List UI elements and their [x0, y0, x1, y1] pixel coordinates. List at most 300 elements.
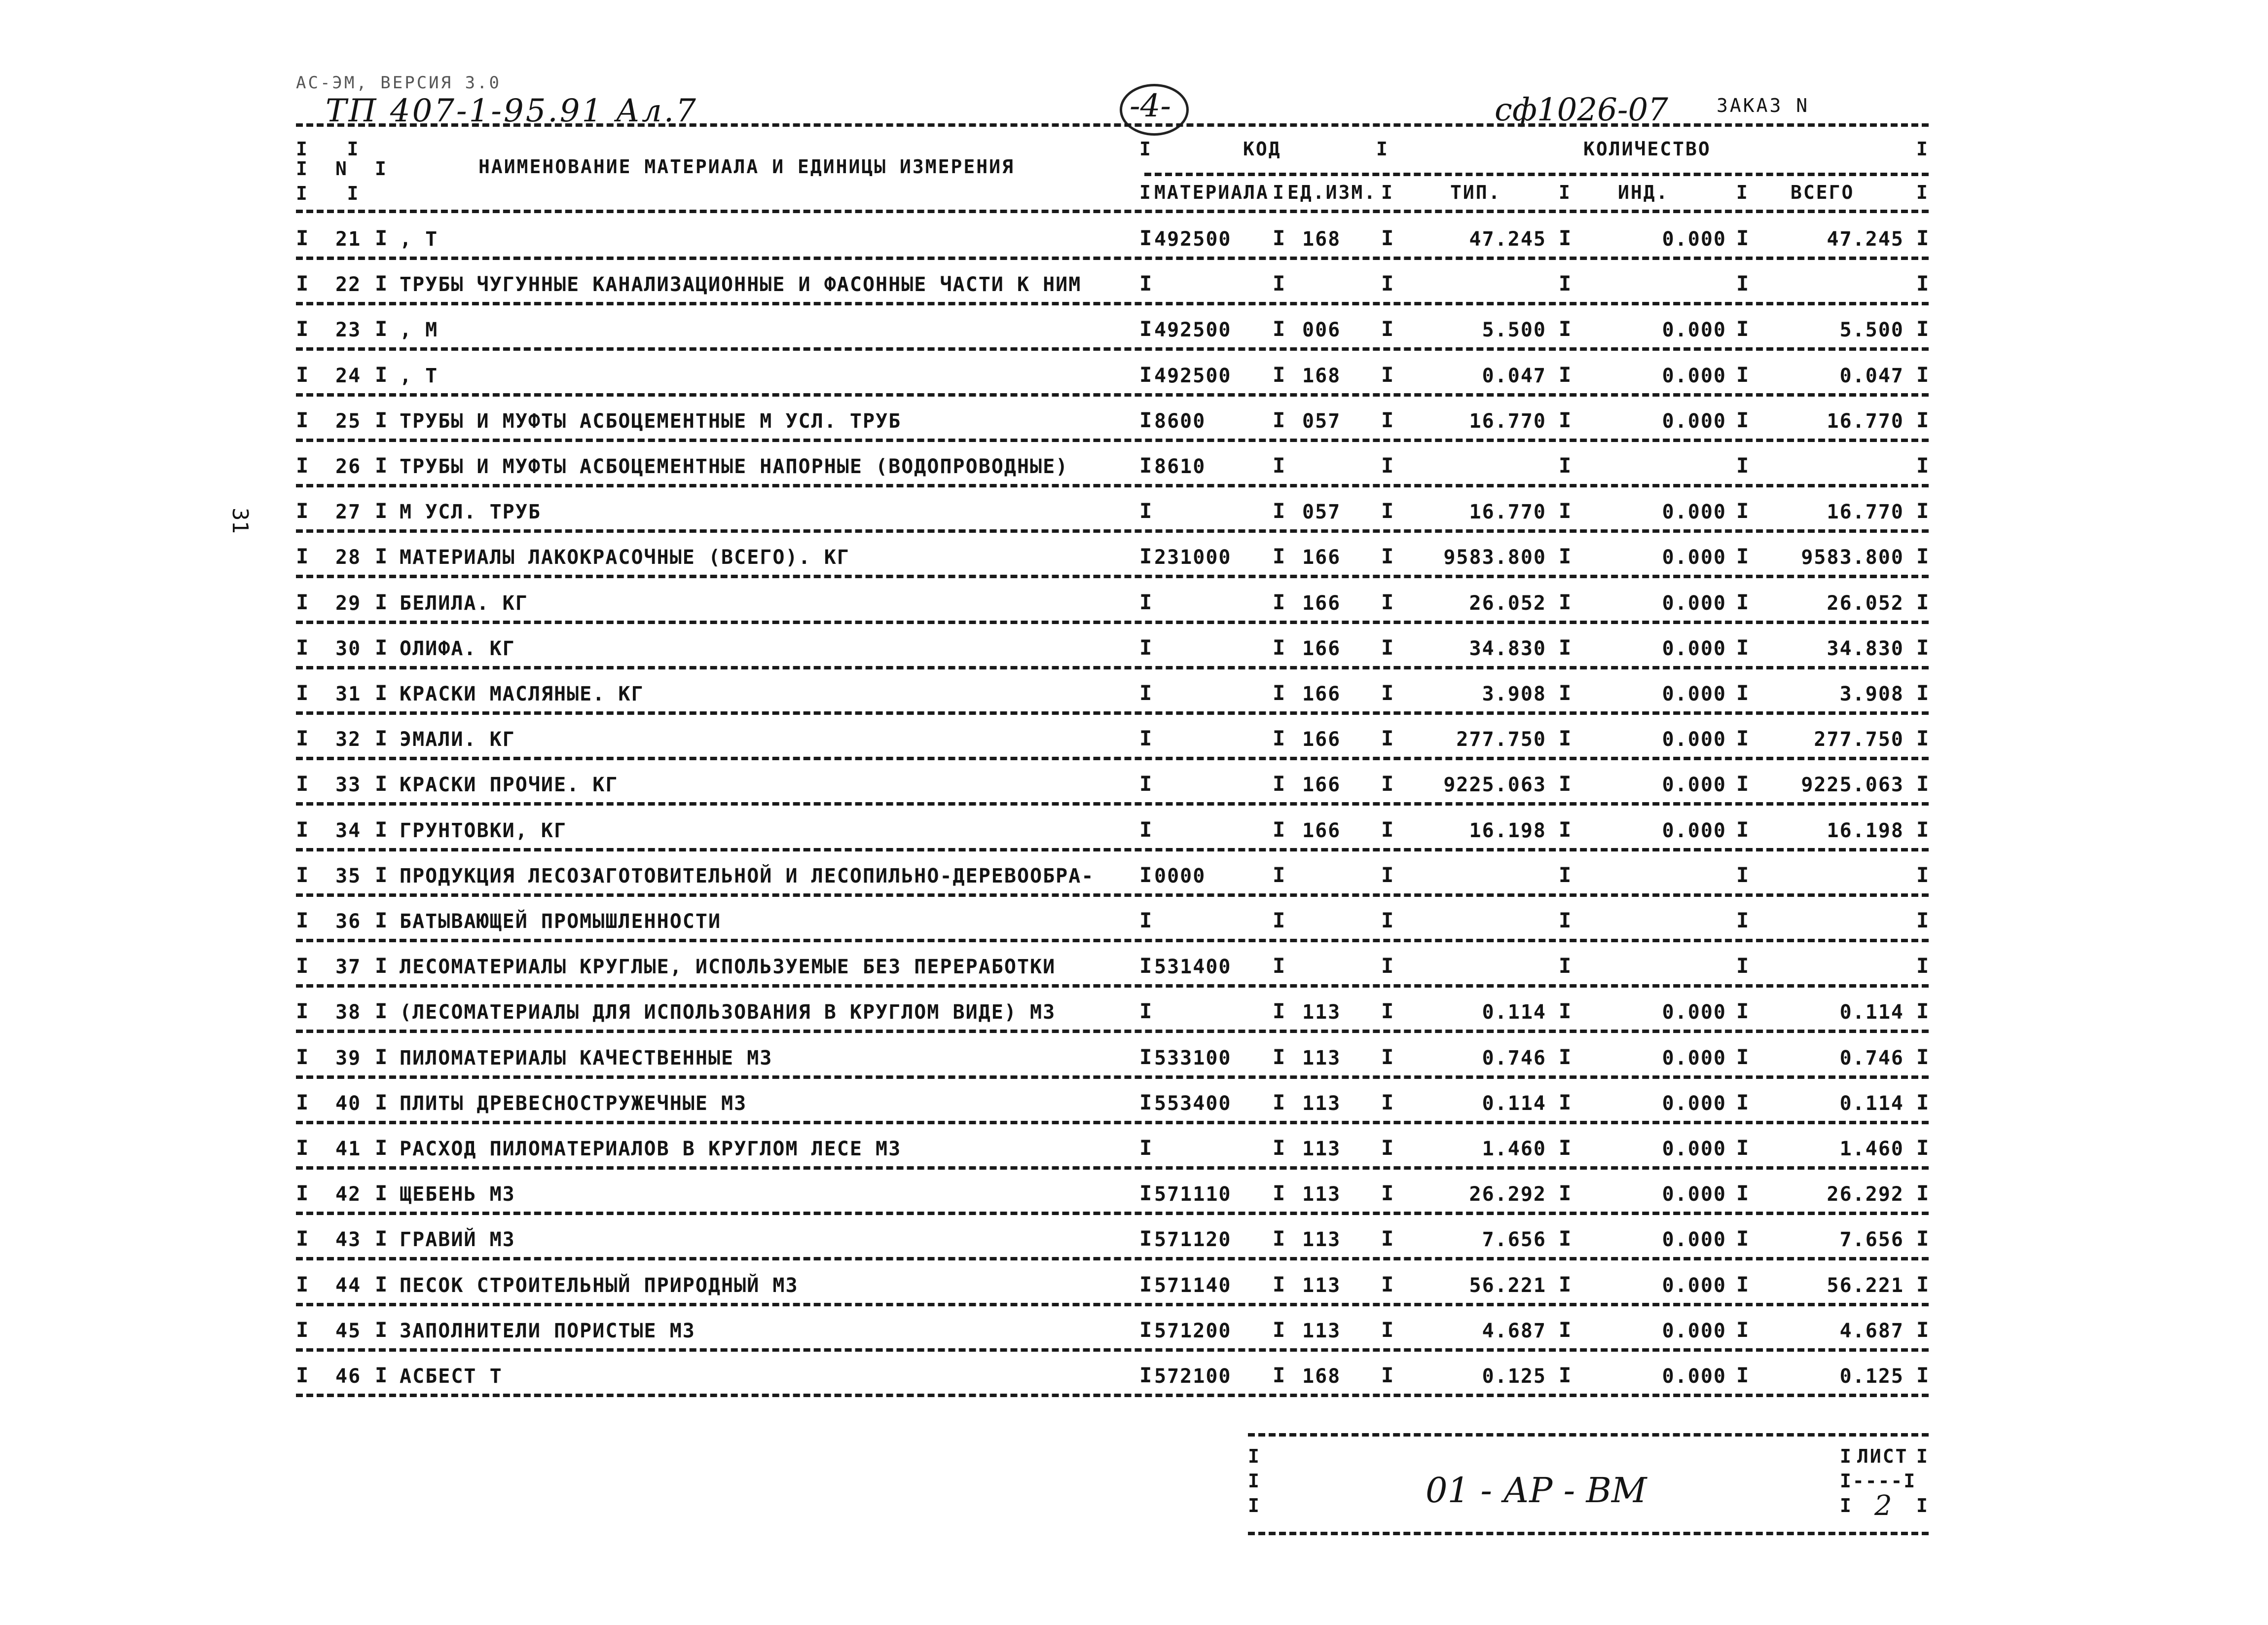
column-separator: I	[1139, 954, 1152, 978]
column-separator: I	[1916, 862, 1929, 887]
row-qty-individual: 0.000	[1662, 1228, 1726, 1252]
row-number: 22	[335, 273, 362, 296]
column-separator: I	[375, 317, 388, 341]
column-separator: I	[296, 590, 309, 614]
column-separator: I	[1559, 362, 1572, 387]
column-separator: I	[1916, 1090, 1929, 1114]
row-unit-code: 166	[1302, 728, 1341, 751]
column-separator: I	[296, 1272, 309, 1296]
column-separator: I	[375, 681, 388, 705]
column-separator: I	[1139, 862, 1152, 887]
table-row	[0, 672, 2268, 717]
row-number: 39	[335, 1046, 362, 1070]
column-separator: I	[1273, 590, 1285, 614]
row-qty-individual: 0.000	[1662, 637, 1726, 660]
row-number: 32	[335, 728, 362, 751]
row-number: 41	[335, 1138, 362, 1160]
row-qty-individual: 0.000	[1662, 1092, 1726, 1115]
column-separator: I	[1273, 226, 1285, 250]
row-unit-code: 168	[1302, 1365, 1341, 1388]
table-row	[0, 1218, 2268, 1263]
column-separator: I	[1139, 999, 1152, 1024]
column-separator: I	[1736, 271, 1749, 296]
column-separator: I	[296, 1363, 309, 1387]
column-separator: I	[375, 1090, 388, 1114]
row-material-name: (ЛЕСОМАТЕРИАЛЫ ДЛЯ ИСПОЛЬЗОВАНИЯ В КРУГЛОМ ВИДЕ) М3	[400, 1001, 1056, 1024]
table-row	[0, 490, 2268, 535]
stamp-bottom-rule	[1248, 1532, 1929, 1535]
column-separator: I	[1559, 317, 1572, 341]
table-row	[0, 581, 2268, 627]
row-divider	[296, 802, 1929, 806]
row-qty-total: 16.770	[1827, 409, 1904, 433]
table-row	[0, 399, 2268, 444]
column-separator: I	[375, 999, 388, 1024]
row-divider	[296, 257, 1929, 260]
row-material-code: 0000	[1154, 864, 1206, 887]
column-separator: I	[1736, 499, 1749, 523]
document-designation: 01 - АР - ВМ	[1426, 1470, 1647, 1511]
column-separator: I	[375, 772, 388, 796]
stamp-sep: I	[1840, 1445, 1853, 1467]
row-unit-code: 113	[1302, 1092, 1341, 1115]
column-separator: I	[1916, 317, 1929, 341]
row-material-code: 492500	[1154, 364, 1232, 387]
row-material-name: ОЛИФА. КГ	[400, 637, 515, 660]
column-separator: I	[1139, 908, 1152, 932]
row-divider	[296, 347, 1929, 351]
column-separator: I	[1381, 1272, 1394, 1296]
column-separator: I	[1916, 726, 1929, 751]
row-material-code: 571200	[1154, 1319, 1232, 1342]
column-separator: I	[1559, 1090, 1572, 1114]
column-separator: I	[296, 544, 309, 569]
header-mid-rule	[1144, 173, 1929, 176]
column-separator: I	[375, 453, 388, 478]
row-unit-code: 113	[1302, 1183, 1341, 1206]
column-separator: I	[375, 544, 388, 569]
column-separator: I	[1139, 1363, 1152, 1387]
column-separator: I	[1559, 1363, 1572, 1387]
row-qty-typical: 0.047	[1482, 364, 1546, 387]
row-unit-code: 113	[1302, 1001, 1341, 1024]
column-separator: I	[1736, 772, 1749, 796]
column-separator: I	[1381, 271, 1394, 296]
table-row	[0, 1172, 2268, 1218]
header-sep: I I	[296, 183, 360, 204]
column-separator: I	[1139, 1090, 1152, 1114]
column-separator: I	[1139, 544, 1152, 569]
table-row	[0, 308, 2268, 353]
column-separator: I	[1139, 817, 1152, 842]
row-material-name: ГРАВИЙ М3	[400, 1228, 515, 1252]
column-separator: I	[1273, 407, 1285, 432]
row-material-name: ТРУБЫ И МУФТЫ АСБОЦЕМЕНТНЫЕ М УСЛ. ТРУБ	[400, 409, 902, 433]
column-separator: I	[1273, 544, 1285, 569]
row-unit-code: 057	[1302, 501, 1341, 524]
stamp-sep: I	[1248, 1495, 1261, 1516]
column-separator: I	[296, 271, 309, 296]
table-row	[0, 1036, 2268, 1081]
column-separator: I	[1273, 1226, 1285, 1251]
row-material-name: КРАСКИ ПРОЧИЕ. КГ	[400, 774, 619, 797]
column-separator: I	[1916, 271, 1929, 296]
column-separator: I	[296, 1317, 309, 1342]
row-qty-total: 34.830	[1827, 637, 1904, 660]
row-qty-total: 277.750	[1814, 728, 1904, 751]
row-qty-total: 56.221	[1827, 1274, 1904, 1297]
row-number: 45	[335, 1319, 362, 1342]
row-divider	[296, 529, 1929, 533]
column-separator: I	[1916, 453, 1929, 478]
row-qty-individual: 0.000	[1662, 1274, 1726, 1297]
row-material-name: ЩЕБЕНЬ М3	[400, 1183, 515, 1206]
column-separator: I	[1916, 590, 1929, 614]
row-divider	[296, 1166, 1929, 1170]
row-qty-typical: 7.656	[1482, 1228, 1546, 1252]
row-divider	[296, 666, 1929, 669]
column-separator: I	[1559, 1181, 1572, 1206]
row-qty-typical: 34.830	[1469, 637, 1546, 660]
column-separator: I	[1916, 1363, 1929, 1387]
table-row	[0, 262, 2268, 308]
column-separator: I	[1736, 681, 1749, 705]
column-separator: I	[1381, 544, 1394, 569]
table-row	[0, 990, 2268, 1035]
row-qty-typical: 26.052	[1469, 591, 1546, 615]
row-number: 29	[335, 591, 362, 615]
column-separator: I	[1273, 1044, 1285, 1069]
column-separator: I	[1139, 407, 1152, 432]
column-separator: I	[1916, 954, 1929, 978]
row-material-name: БАТЫВАЮЩЕЙ ПРОМЫШЛЕННОСТИ	[400, 910, 722, 933]
stamp-sep: I	[1840, 1495, 1853, 1516]
column-separator: I	[1139, 1044, 1152, 1069]
row-material-name: БЕЛИЛА. КГ	[400, 591, 528, 615]
row-number: 25	[335, 409, 362, 433]
row-qty-total: 16.198	[1827, 819, 1904, 842]
row-qty-individual: 0.000	[1662, 409, 1726, 433]
column-separator: I	[1273, 908, 1285, 932]
row-qty-typical: 277.750	[1456, 728, 1546, 751]
project-code: ТП 407-1-95.91 Ал.7	[326, 93, 698, 129]
column-separator: I	[375, 271, 388, 296]
row-number: 27	[335, 501, 362, 524]
column-separator: I	[1559, 772, 1572, 796]
column-separator: I	[1273, 1363, 1285, 1387]
row-material-name: ЭМАЛИ. КГ	[400, 728, 515, 751]
row-divider	[296, 1030, 1929, 1033]
row-qty-total: 16.770	[1827, 501, 1904, 524]
column-separator: I	[1916, 1272, 1929, 1296]
row-divider	[296, 1394, 1929, 1397]
column-separator: I	[296, 453, 309, 478]
column-separator: I	[1736, 1226, 1749, 1251]
row-divider	[296, 621, 1929, 624]
row-number: 40	[335, 1092, 362, 1115]
row-qty-individual: 0.000	[1662, 546, 1726, 569]
column-separator: I	[296, 499, 309, 523]
table-row	[0, 1081, 2268, 1127]
row-qty-total: 9225.063	[1801, 774, 1904, 797]
table-row	[0, 1263, 2268, 1309]
column-separator: I	[1916, 1226, 1929, 1251]
row-qty-total: 0.114	[1839, 1092, 1904, 1115]
column-separator: I	[375, 635, 388, 660]
row-number: 28	[335, 546, 362, 569]
row-qty-total: 26.052	[1827, 591, 1904, 615]
table-row	[0, 217, 2268, 262]
header-sep: I	[1381, 182, 1394, 203]
row-qty-typical: 1.460	[1482, 1138, 1546, 1160]
row-divider	[296, 1348, 1929, 1352]
row-material-name: ЗАПОЛНИТЕЛИ ПОРИСТЫЕ М3	[400, 1319, 695, 1342]
column-separator: I	[1736, 1044, 1749, 1069]
column-separator: I	[1381, 681, 1394, 705]
column-separator: I	[1559, 226, 1572, 250]
column-separator: I	[1559, 1136, 1572, 1160]
column-separator: I	[1916, 908, 1929, 932]
row-material-name: ПРОДУКЦИЯ ЛЕСОЗАГОТОВИТЕЛЬНОЙ И ЛЕСОПИЛЬНО-ДЕРЕВООБРА-	[400, 864, 1095, 887]
row-qty-typical: 16.198	[1469, 819, 1546, 842]
column-separator: I	[1273, 1090, 1285, 1114]
column-separator: I	[1916, 681, 1929, 705]
table-row	[0, 1354, 2268, 1400]
column-separator: I	[296, 908, 309, 932]
row-material-name: МАТЕРИАЛЫ ЛАКОКРАСОЧНЫЕ (ВСЕГО). КГ	[400, 546, 850, 569]
row-qty-individual: 0.000	[1662, 319, 1726, 342]
row-material-name: ПИЛОМАТЕРИАЛЫ КАЧЕСТВЕННЫЕ М3	[400, 1046, 773, 1070]
header-sep: I	[1736, 182, 1749, 203]
row-material-name: М УСЛ. ТРУБ	[400, 501, 541, 524]
table-row	[0, 854, 2268, 899]
column-separator: I	[1273, 1181, 1285, 1206]
row-unit-code: 168	[1302, 228, 1341, 251]
row-divider	[296, 848, 1929, 851]
column-separator: I	[1273, 999, 1285, 1024]
page-number: -4-	[1130, 88, 1171, 124]
row-divider	[296, 1075, 1929, 1079]
column-separator: I	[1273, 681, 1285, 705]
table-row	[0, 899, 2268, 945]
row-material-code: 572100	[1154, 1365, 1232, 1388]
column-separator: I	[1139, 499, 1152, 523]
table-row	[0, 627, 2268, 672]
column-separator: I	[1139, 1317, 1152, 1342]
column-separator: I	[1736, 453, 1749, 478]
column-separator: I	[296, 226, 309, 250]
row-qty-total: 7.656	[1839, 1228, 1904, 1252]
column-separator: I	[296, 317, 309, 341]
row-divider	[296, 939, 1929, 942]
column-separator: I	[375, 1181, 388, 1206]
column-separator: I	[1381, 407, 1394, 432]
column-separator: I	[1559, 544, 1572, 569]
column-separator: I	[375, 954, 388, 978]
column-separator: I	[1273, 1136, 1285, 1160]
row-qty-typical: 9583.800	[1443, 546, 1546, 569]
row-qty-total: 5.500	[1839, 319, 1904, 342]
row-qty-typical: 4.687	[1482, 1319, 1546, 1342]
column-separator: I	[1139, 1226, 1152, 1251]
column-separator: I	[1381, 1363, 1394, 1387]
row-number: 23	[335, 319, 362, 342]
column-separator: I	[296, 362, 309, 387]
column-separator: I	[296, 681, 309, 705]
table-top-rule	[296, 123, 1929, 127]
column-separator: I	[296, 862, 309, 887]
row-material-name: РАСХОД ПИЛОМАТЕРИАЛОВ В КРУГЛОМ ЛЕСЕ М3	[400, 1138, 902, 1160]
column-separator: I	[375, 226, 388, 250]
row-number: 42	[335, 1183, 362, 1206]
row-unit-code: 113	[1302, 1138, 1341, 1160]
row-qty-typical: 0.746	[1482, 1046, 1546, 1070]
header-sep: I	[1916, 138, 1929, 160]
column-separator: I	[1736, 590, 1749, 614]
column-separator: I	[1916, 1181, 1929, 1206]
column-separator: I	[1381, 1226, 1394, 1251]
column-separator: I	[1559, 453, 1572, 478]
header-sep: I	[1139, 138, 1152, 160]
column-separator: I	[1736, 362, 1749, 387]
column-separator: I	[1381, 317, 1394, 341]
column-separator: I	[1736, 954, 1749, 978]
row-material-name: КРАСКИ МАСЛЯНЫЕ. КГ	[400, 683, 644, 705]
column-separator: I	[1139, 226, 1152, 250]
header-sep: I I	[296, 138, 360, 160]
row-number: 21	[335, 228, 362, 251]
column-separator: I	[1273, 772, 1285, 796]
table-row	[0, 354, 2268, 399]
col-code-unit-header: ЕД.ИЗМ.	[1287, 182, 1377, 203]
row-qty-total: 0.125	[1839, 1365, 1904, 1388]
header-sep: I	[1376, 138, 1389, 160]
column-separator: I	[1736, 1136, 1749, 1160]
row-material-code: 571140	[1154, 1274, 1232, 1297]
column-separator: I	[1559, 681, 1572, 705]
column-separator: I	[1736, 1090, 1749, 1114]
row-unit-code: 113	[1302, 1274, 1341, 1297]
row-material-code: 231000	[1154, 546, 1232, 569]
column-separator: I	[1559, 862, 1572, 887]
column-separator: I	[1139, 590, 1152, 614]
table-row	[0, 535, 2268, 581]
column-separator: I	[1559, 590, 1572, 614]
column-separator: I	[1381, 226, 1394, 250]
table-row	[0, 763, 2268, 808]
row-qty-total: 47.245	[1827, 228, 1904, 251]
row-unit-code: 113	[1302, 1228, 1341, 1252]
row-qty-individual: 0.000	[1662, 1365, 1726, 1388]
column-separator: I	[296, 1044, 309, 1069]
column-separator: I	[1736, 908, 1749, 932]
column-separator: I	[296, 1226, 309, 1251]
column-separator: I	[1381, 954, 1394, 978]
row-qty-typical: 0.114	[1482, 1001, 1546, 1024]
column-separator: I	[1273, 499, 1285, 523]
stamp-sep: I----I	[1840, 1470, 1917, 1492]
column-separator: I	[1273, 362, 1285, 387]
column-separator: I	[375, 1136, 388, 1160]
row-divider	[296, 711, 1929, 715]
table-row	[0, 809, 2268, 854]
column-separator: I	[375, 908, 388, 932]
col-ind-header: ИНД.	[1618, 182, 1669, 203]
row-qty-typical: 5.500	[1482, 319, 1546, 342]
column-separator: I	[1139, 453, 1152, 478]
column-separator: I	[1559, 407, 1572, 432]
row-material-code: 553400	[1154, 1092, 1232, 1115]
stamp-top-rule	[1248, 1433, 1929, 1437]
table-row	[0, 1127, 2268, 1172]
sheet-number: 2	[1874, 1490, 1892, 1522]
order-label: ЗАКАЗ N	[1717, 95, 1810, 116]
column-separator: I	[1381, 1317, 1394, 1342]
row-material-code: 531400	[1154, 956, 1232, 979]
column-separator: I	[1273, 817, 1285, 842]
column-separator: I	[1916, 544, 1929, 569]
row-number: 43	[335, 1228, 362, 1252]
column-separator: I	[1273, 862, 1285, 887]
header-sep: I	[296, 158, 309, 180]
column-separator: I	[1916, 772, 1929, 796]
column-separator: I	[375, 862, 388, 887]
table-row	[0, 1309, 2268, 1354]
column-separator: I	[1139, 635, 1152, 660]
row-divider	[296, 1212, 1929, 1215]
row-number: 26	[335, 455, 362, 478]
row-qty-total: 3.908	[1839, 683, 1904, 705]
row-qty-total: 0.114	[1839, 1001, 1904, 1024]
row-qty-individual: 0.000	[1662, 683, 1726, 705]
row-number: 46	[335, 1365, 362, 1388]
column-separator: I	[1381, 362, 1394, 387]
header-sep: I	[1139, 182, 1152, 203]
sheet-label: ЛИСТ	[1857, 1445, 1908, 1467]
column-separator: I	[1139, 1181, 1152, 1206]
row-unit-code: 166	[1302, 546, 1341, 569]
row-divider	[296, 439, 1929, 442]
column-separator: I	[1559, 271, 1572, 296]
stamp-sep: I	[1248, 1470, 1261, 1492]
row-qty-individual: 0.000	[1662, 1001, 1726, 1024]
column-separator: I	[1273, 954, 1285, 978]
column-separator: I	[296, 1136, 309, 1160]
row-number: 33	[335, 774, 362, 797]
row-number: 34	[335, 819, 362, 842]
column-separator: I	[1736, 862, 1749, 887]
column-separator: I	[1916, 499, 1929, 523]
column-separator: I	[1736, 817, 1749, 842]
row-unit-code: 166	[1302, 774, 1341, 797]
row-material-code: 492500	[1154, 228, 1232, 251]
column-separator: I	[1559, 1317, 1572, 1342]
column-separator: I	[1736, 1363, 1749, 1387]
column-separator: I	[296, 954, 309, 978]
order-number: сф1026-07	[1495, 92, 1668, 128]
row-qty-individual: 0.000	[1662, 228, 1726, 251]
row-material-name: ПЕСОК СТРОИТЕЛЬНЫЙ ПРИРОДНЫЙ М3	[400, 1274, 799, 1297]
column-separator: I	[1916, 635, 1929, 660]
row-qty-typical: 47.245	[1469, 228, 1546, 251]
row-number: 38	[335, 1001, 362, 1024]
column-separator: I	[375, 1044, 388, 1069]
column-separator: I	[1559, 954, 1572, 978]
column-separator: I	[1273, 453, 1285, 478]
column-separator: I	[1736, 317, 1749, 341]
column-separator: I	[1139, 726, 1152, 751]
row-qty-individual: 0.000	[1662, 591, 1726, 615]
